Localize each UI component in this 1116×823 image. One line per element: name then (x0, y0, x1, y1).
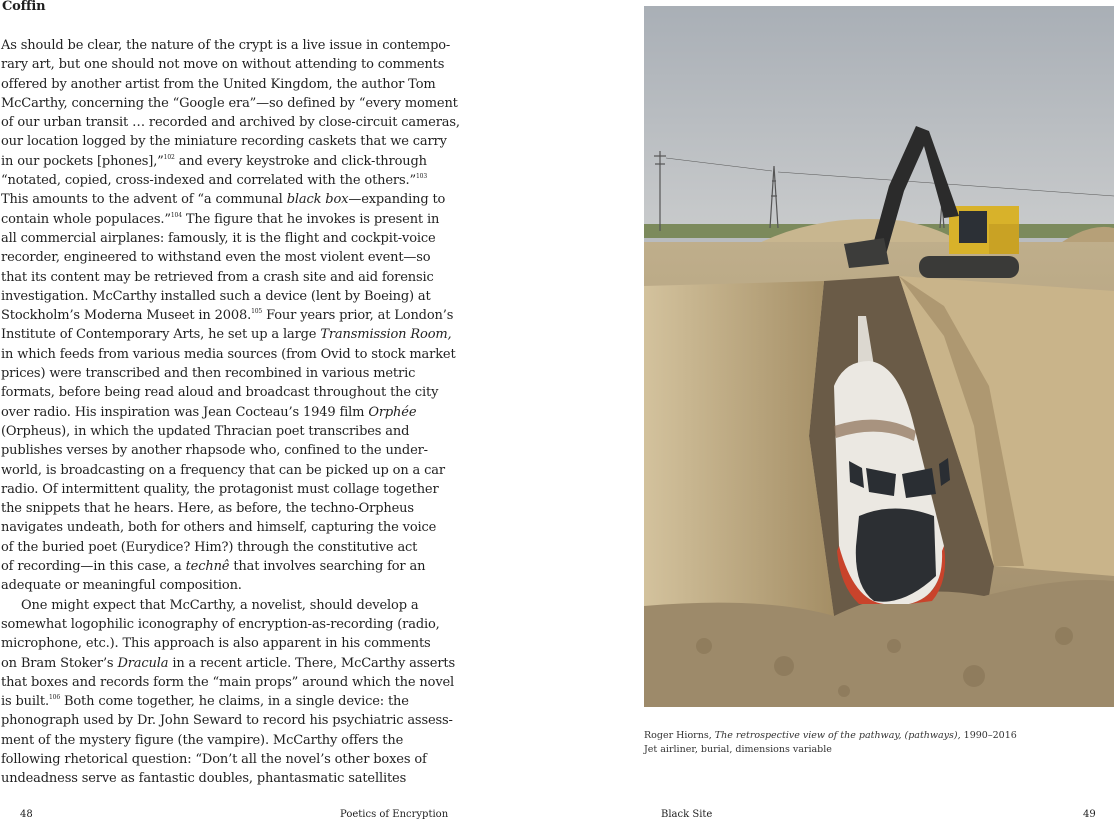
body-line: adequate or meaningful composition. (1, 578, 242, 594)
body-line: One might expect that McCarthy, a novelist, should develop a (21, 597, 419, 613)
running-head-left: Poetics of Encryption (340, 809, 449, 820)
body-line: phonograph used by Dr. John Seward to record his psychiatric assess- (1, 713, 453, 729)
caption-line-1 (644, 729, 1114, 743)
body-line: radio. Of intermittent quality, the protagonist must collage together (1, 481, 439, 497)
body-line: investigation. McCarthy installed such a device (lent by Boeing) at (1, 288, 431, 304)
caption-title: The retrospective view of the pathway, (pathways), (714, 730, 961, 741)
body-line: contain whole populaces.”$^{104}$ The figure that he invokes is present in (1, 211, 440, 227)
sky (644, 6, 1114, 236)
body-line: As should be clear, the nature of the crypt is a live issue in contempo- (1, 38, 451, 53)
body-line: recorder, engineered to withstand even the most violent event—so (1, 250, 431, 266)
body-line: McCarthy, concerning the “Google era”—so defined by “every moment (1, 95, 458, 111)
page-number-right: 49 (1083, 809, 1096, 820)
photo-illustration (644, 6, 1114, 707)
body-line: that its content may be retrieved from a crash site and aid forensic (1, 269, 434, 285)
body-line: of recording—in this case, a technê that involves searching for an (1, 559, 426, 575)
photo-caption (644, 729, 1114, 757)
body-line: Stockholm’s Moderna Museet in 2008.$^{105}$ Four years prior, at London’s (1, 308, 454, 324)
body-line: publishes verses by another rhapsode who, confined to the under- (1, 443, 428, 459)
body-line: ment of the mystery figure (the vampire). McCarthy offers the (1, 732, 404, 748)
section-title: Coffin (2, 0, 46, 14)
body-line: formats, before being read aloud and broadcast throughout the city (1, 385, 439, 401)
running-head-right: Black Site (661, 809, 713, 820)
body-line: navigates undeath, both for others and himself, capturing the voice (1, 520, 437, 536)
caption-line-2: Jet airliner, burial, dimensions variable (644, 744, 832, 755)
footnote-marker: 105 (251, 308, 263, 316)
body-line: our location logged by the miniature recording caskets that we carry (1, 134, 447, 150)
body-line: prices) were transcribed and then recombined in various metric (1, 366, 416, 382)
artwork-photo (644, 6, 1114, 707)
body-text (1, 36, 477, 789)
body-line: rary art, but one should not move on without attending to comments (1, 57, 445, 73)
body-line: of our urban transit … recorded and archived by close-circuit cameras, (1, 115, 460, 131)
right-page (560, 0, 1116, 823)
body-line: somewhat logophilic iconography of encryption-as-recording (radio, (1, 616, 440, 632)
body-line: (Orpheus), in which the updated Thracian poet transcribes and (1, 423, 410, 439)
footnote-marker: 106 (48, 694, 60, 702)
body-line: is built.$^{106}$ Both come together, he claims, in a single device: the (1, 694, 409, 710)
body-line: the snippets that he hears. Here, as before, the techno-Orpheus (1, 501, 414, 517)
caption-years: 1990–2016 (960, 730, 1017, 741)
footnote-marker: 103 (415, 173, 427, 181)
body-line: on Bram Stoker’s Dracula in a recent article. There, McCarthy asserts (1, 655, 456, 671)
trench-wall-left (644, 281, 834, 646)
body-line: microphone, etc.). This approach is also apparent in his comments (1, 636, 431, 652)
body-line: offered by another artist from the United Kingdom, the author Tom (1, 76, 436, 92)
footnote-marker: 102 (163, 153, 175, 161)
body-line: undeadness serve as fantastic doubles, phantasmatic satellites (1, 771, 407, 787)
body-line: all commercial airplanes: famously, it is the flight and cockpit-voice (1, 230, 436, 246)
body-line: that boxes and records form the “main props” around which the novel (1, 674, 455, 690)
footnote-marker: 104 (170, 211, 182, 219)
body-line: Institute of Contemporary Arts, he set up a large Transmission Room, (1, 327, 452, 343)
body-line: of the buried poet (Eurydice? Him?) through the constitutive act (1, 539, 418, 555)
body-line: following rhetorical question: “Don’t all the novel’s other boxes of (1, 751, 427, 767)
body-line: in our pockets [phones],”$^{102}$ and every keystroke and click-through (1, 153, 427, 169)
body-line: “notated, copied, cross-indexed and correlated with the others.”$^{103}$ (1, 173, 427, 189)
caption-artist: Roger Hiorns, (644, 730, 715, 741)
body-line: over radio. His inspiration was Jean Cocteau’s 1949 film Orphée (1, 404, 417, 420)
page-number-left: 48 (20, 809, 33, 820)
body-line: in which feeds from various media sources (from Ovid to stock market (1, 346, 456, 362)
body-line: This amounts to the advent of “a communal black box—expanding to (1, 192, 446, 208)
body-line: world, is broadcasting on a frequency that can be picked up on a car (1, 462, 445, 478)
